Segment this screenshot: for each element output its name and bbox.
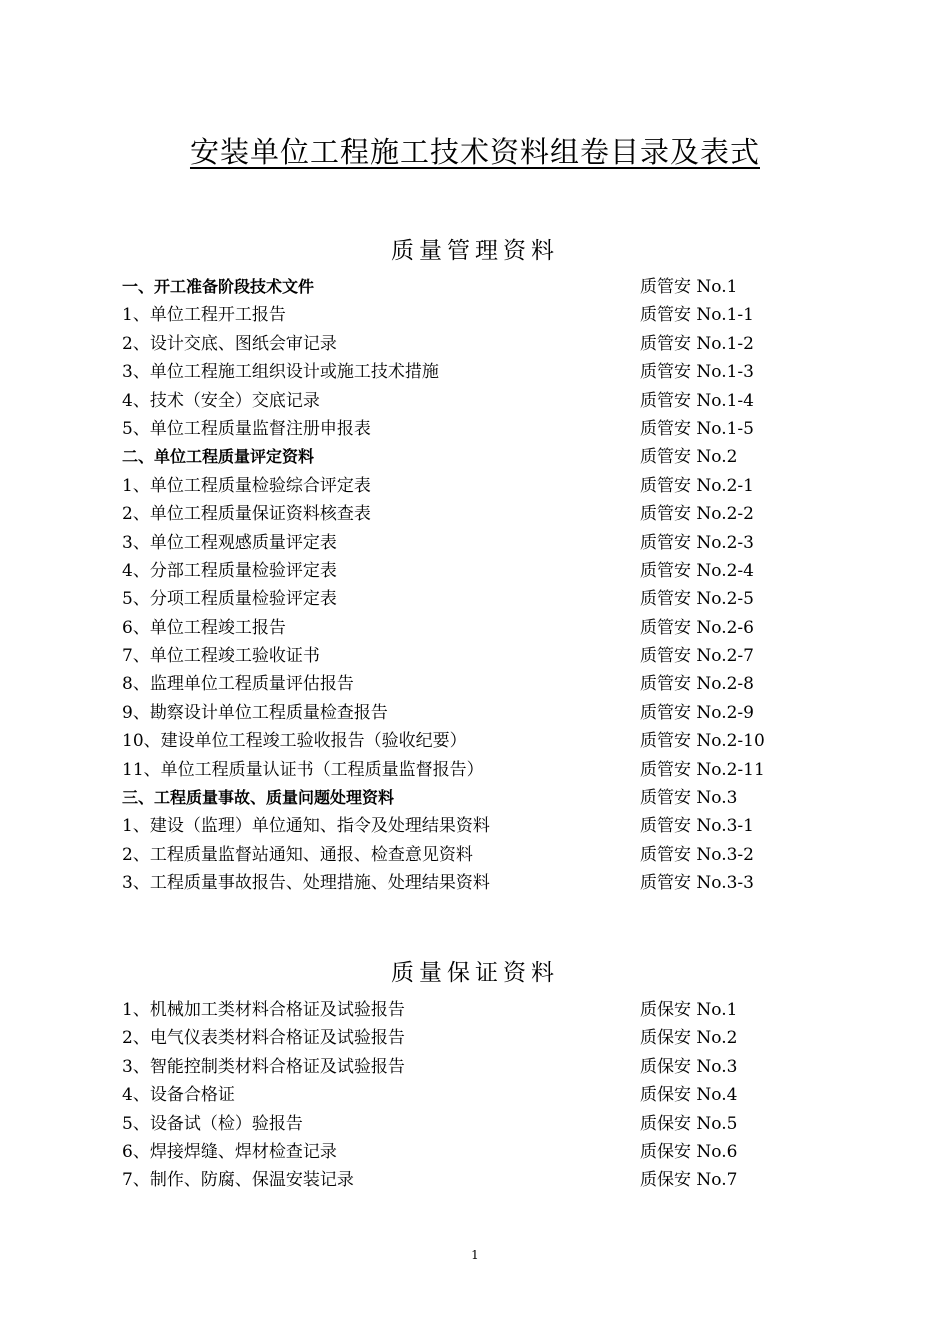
form-code: 质保安 No.3 — [640, 1056, 738, 1077]
list-item — [122, 756, 802, 784]
category-label: 三、工程质量事故、质量问题处理资料 — [122, 788, 395, 808]
form-code: 质保安 No.7 — [640, 1170, 738, 1191]
form-code: 质管安 No.2-5 — [640, 589, 754, 610]
quality-management-list — [122, 273, 802, 898]
form-code: 质管安 No.3 — [640, 788, 738, 809]
item-label: 4、技术（安全）交底记录 — [122, 390, 320, 411]
form-code: 质管安 No.2-8 — [640, 674, 754, 695]
quality-assurance-list — [122, 996, 802, 1195]
list-item — [122, 358, 802, 386]
list-item — [122, 1166, 802, 1194]
form-code: 质管安 No.2-9 — [640, 702, 754, 723]
list-item — [122, 1081, 802, 1109]
category-label: 一、开工准备阶段技术文件 — [122, 277, 315, 296]
list-item — [122, 387, 802, 415]
list-item — [122, 727, 802, 755]
list-item — [122, 330, 802, 358]
list-item — [122, 642, 802, 670]
item-label: 7、制作、防腐、保温安装记录 — [122, 1170, 354, 1191]
list-item — [122, 1024, 802, 1052]
form-code: 质管安 No.3-3 — [640, 873, 754, 894]
item-label: 6、焊接焊缝、焊材检查记录 — [122, 1141, 337, 1162]
category-row — [122, 443, 802, 471]
list-item — [122, 415, 802, 443]
item-label: 2、电气仪表类材料合格证及试验报告 — [122, 1028, 405, 1049]
item-label: 1、单位工程质量检验综合评定表 — [122, 475, 371, 496]
item-label: 5、单位工程质量监督注册申报表 — [122, 418, 371, 439]
item-label: 7、单位工程竣工验收证书 — [122, 646, 320, 667]
item-label: 1、机械加工类材料合格证及试验报告 — [122, 1000, 405, 1020]
item-label: 3、单位工程观感质量评定表 — [122, 532, 337, 553]
item-label: 2、单位工程质量保证资料核查表 — [122, 504, 371, 525]
form-code: 质管安 No.1-1 — [640, 305, 754, 326]
section-title-quality-assurance: 质量保证资料 — [391, 960, 559, 986]
form-code: 质管安 No.2-11 — [640, 759, 765, 780]
list-item — [122, 996, 802, 1024]
item-label: 9、勘察设计单位工程质量检查报告 — [122, 702, 388, 723]
item-label: 11、单位工程质量认证书（工程质量监督报告） — [122, 759, 484, 780]
category-row — [122, 273, 802, 301]
form-code: 质管安 No.3-2 — [640, 844, 754, 865]
list-item — [122, 614, 802, 642]
item-label: 6、单位工程竣工报告 — [122, 617, 286, 638]
form-code: 质管安 No.2-2 — [640, 504, 754, 525]
list-item — [122, 699, 802, 727]
item-label: 8、监理单位工程质量评估报告 — [122, 674, 354, 695]
item-label: 2、设计交底、图纸会审记录 — [122, 333, 337, 354]
item-label: 4、设备合格证 — [122, 1085, 235, 1106]
list-item — [122, 301, 802, 329]
item-label: 4、分部工程质量检验评定表 — [122, 560, 337, 581]
form-code: 质管安 No.2-7 — [640, 646, 754, 667]
list-item — [122, 500, 802, 528]
item-label: 10、建设单位工程竣工验收报告（验收纪要） — [122, 731, 467, 752]
item-label: 3、工程质量事故报告、处理措施、处理结果资料 — [122, 873, 490, 894]
item-label: 3、智能控制类材料合格证及试验报告 — [122, 1056, 405, 1077]
form-code: 质保安 No.1 — [640, 1000, 738, 1020]
list-item — [122, 557, 802, 585]
form-code: 质管安 No.1 — [640, 277, 738, 297]
list-item — [122, 1110, 802, 1138]
list-item — [122, 1138, 802, 1166]
item-label: 1、单位工程开工报告 — [122, 305, 286, 326]
form-code: 质保安 No.6 — [640, 1141, 738, 1162]
form-code: 质保安 No.4 — [640, 1085, 738, 1106]
form-code: 质管安 No.2-10 — [640, 731, 765, 752]
list-item — [122, 869, 802, 897]
list-item — [122, 841, 802, 869]
category-row — [122, 784, 802, 812]
form-code: 质管安 No.1-3 — [640, 362, 754, 383]
form-code: 质保安 No.5 — [640, 1113, 738, 1134]
item-label: 2、工程质量监督站通知、通报、检查意见资料 — [122, 844, 473, 865]
form-code: 质管安 No.3-1 — [640, 816, 754, 837]
item-label: 5、分项工程质量检验评定表 — [122, 589, 337, 610]
form-code: 质管安 No.1-2 — [640, 333, 754, 354]
list-item — [122, 1053, 802, 1081]
form-code: 质管安 No.2-1 — [640, 475, 754, 496]
item-label: 3、单位工程施工组织设计或施工技术措施 — [122, 362, 439, 383]
item-label: 5、设备试（检）验报告 — [122, 1113, 303, 1134]
form-code: 质管安 No.2 — [640, 447, 738, 468]
form-code: 质管安 No.2-4 — [640, 560, 754, 581]
list-item — [122, 529, 802, 557]
page-number: 1 — [471, 1248, 479, 1262]
list-item — [122, 670, 802, 698]
section-title-quality-management: 质量管理资料 — [391, 238, 559, 264]
category-label: 二、单位工程质量评定资料 — [122, 447, 315, 467]
form-code: 质保安 No.2 — [640, 1028, 738, 1049]
list-item — [122, 585, 802, 613]
form-code: 质管安 No.1-5 — [640, 418, 754, 439]
form-code: 质管安 No.1-4 — [640, 390, 754, 411]
document-title: 安装单位工程施工技术资料组卷目录及表式 — [189, 135, 760, 169]
form-code: 质管安 No.2-3 — [640, 532, 754, 553]
list-item — [122, 812, 802, 840]
item-label: 1、建设（监理）单位通知、指令及处理结果资料 — [122, 816, 490, 837]
form-code: 质管安 No.2-6 — [640, 617, 754, 638]
list-item — [122, 472, 802, 500]
